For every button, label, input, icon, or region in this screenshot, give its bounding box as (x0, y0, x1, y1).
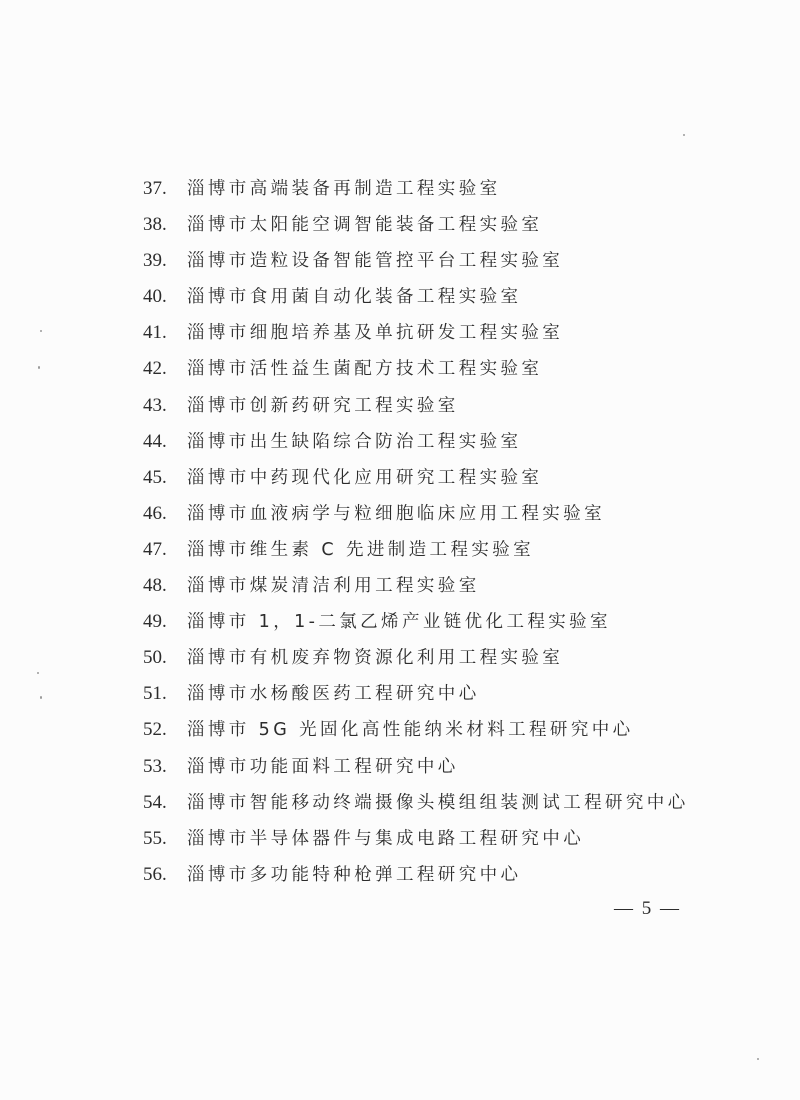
item-text: 淄博市细胞培养基及单抗研发工程实验室 (187, 323, 564, 344)
list-item (143, 424, 689, 460)
list-item (143, 640, 689, 676)
item-text: 淄博市半导体器件与集成电路工程研究中心 (187, 828, 585, 849)
list-item (143, 388, 689, 424)
item-number: 55. (143, 827, 167, 849)
item-number: 51. (143, 683, 167, 705)
list-item (143, 460, 689, 496)
scan-speck (757, 1058, 759, 1060)
list-item (143, 604, 689, 640)
list-item (143, 532, 689, 568)
page-number: — 5 — (614, 898, 681, 919)
item-text: 淄博市 1，1-二氯乙烯产业链优化工程实验室 (187, 612, 611, 633)
item-number: 49. (143, 611, 167, 633)
item-text: 淄博市创新药研究工程实验室 (187, 395, 459, 416)
item-text: 淄博市血液病学与粒细胞临床应用工程实验室 (187, 503, 605, 524)
item-number: 56. (143, 863, 167, 885)
item-number: 47. (143, 538, 167, 560)
list-item (143, 676, 689, 712)
item-text: 淄博市高端装备再制造工程实验室 (187, 179, 501, 199)
item-text: 淄博市中药现代化应用研究工程实验室 (187, 467, 543, 488)
scan-speck (40, 330, 42, 332)
item-number: 40. (143, 286, 167, 308)
item-number: 44. (143, 430, 167, 452)
list-item (143, 821, 689, 857)
item-text: 淄博市食用菌自动化装备工程实验室 (187, 287, 522, 308)
item-text: 淄博市 5G 光固化高性能纳米材料工程研究中心 (187, 720, 634, 741)
scan-speck (40, 696, 42, 699)
list-item (143, 496, 689, 532)
item-number: 45. (143, 466, 167, 488)
scan-speck (683, 134, 685, 136)
scan-speck (38, 366, 40, 369)
item-number: 38. (143, 214, 167, 236)
item-text: 淄博市维生素 C 先进制造工程实验室 (187, 539, 535, 560)
item-text: 淄博市煤炭清洁利用工程实验室 (187, 576, 480, 597)
item-text: 淄博市智能移动终端摄像头模组组装测试工程研究中心 (187, 792, 689, 813)
item-number: 52. (143, 719, 167, 741)
item-number: 54. (143, 791, 167, 813)
scan-speck (37, 672, 39, 674)
item-text: 淄博市有机废弃物资源化利用工程实验室 (187, 648, 564, 669)
item-number: 37. (143, 178, 167, 199)
list-item (143, 712, 689, 748)
item-text: 淄博市太阳能空调智能装备工程实验室 (187, 215, 543, 236)
item-text: 淄博市多功能特种枪弹工程研究中心 (187, 864, 522, 885)
list-item (143, 351, 689, 387)
item-number: 43. (143, 394, 167, 416)
list-item (143, 243, 689, 279)
item-number: 48. (143, 575, 167, 597)
item-number: 50. (143, 647, 167, 669)
item-number: 42. (143, 358, 167, 380)
item-number: 46. (143, 502, 167, 524)
item-text: 淄博市活性益生菌配方技术工程实验室 (187, 359, 543, 380)
list-item (143, 171, 689, 207)
list-item (143, 315, 689, 351)
item-text: 淄博市功能面料工程研究中心 (187, 756, 459, 777)
list-item (143, 749, 689, 785)
list-item (143, 568, 689, 604)
institution-list (143, 171, 689, 893)
list-item (143, 279, 689, 315)
item-text: 淄博市水杨酸医药工程研究中心 (187, 684, 480, 705)
item-number: 53. (143, 755, 167, 777)
list-item (143, 785, 689, 821)
item-text: 淄博市造粒设备智能管控平台工程实验室 (187, 251, 564, 272)
list-item (143, 207, 689, 243)
item-text: 淄博市出生缺陷综合防治工程实验室 (187, 431, 522, 452)
list-item (143, 857, 689, 893)
item-number: 41. (143, 322, 167, 344)
item-number: 39. (143, 250, 167, 272)
